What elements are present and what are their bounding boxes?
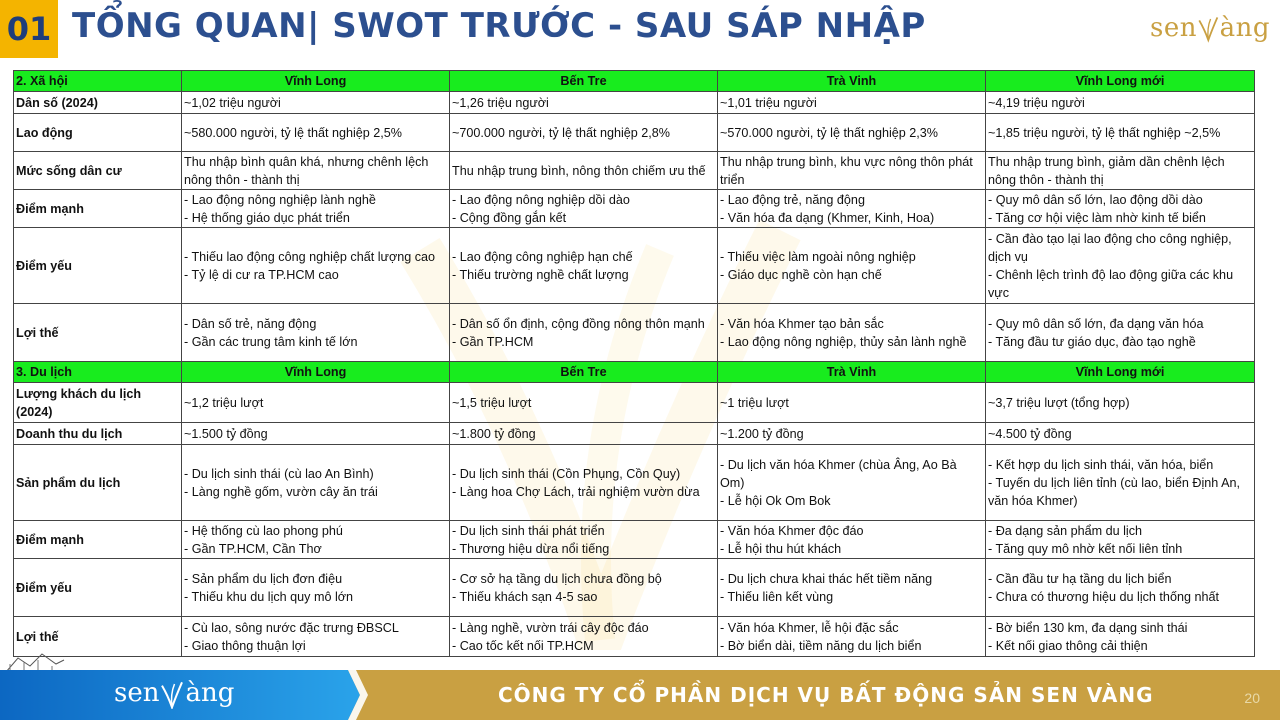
table-cell — [986, 228, 1255, 304]
row-label: Điểm mạnh — [14, 190, 182, 228]
cell-line: ~1,2 triệu lượt — [184, 395, 264, 410]
table-cell — [450, 190, 718, 228]
table-row — [14, 383, 1255, 423]
table-row — [14, 617, 1255, 657]
table-cell — [718, 423, 986, 445]
table-cell — [450, 383, 718, 423]
row-label: Lượng khách du lịch (2024) — [14, 383, 182, 423]
table-cell — [182, 445, 450, 521]
cell-line: - Kết nối giao thông cải thiện — [988, 638, 1148, 653]
table-row — [14, 92, 1255, 114]
table-cell — [718, 114, 986, 152]
table-cell — [450, 152, 718, 190]
cell-line: - Lao động nông nghiệp, thủy sản lành nghề — [720, 334, 967, 349]
cell-line: - Thiếu liên kết vùng — [720, 589, 834, 604]
cell-line: - Tuyến du lịch liên tỉnh (cù lao, biển Định An, văn hóa Khmer) — [988, 475, 1241, 508]
page-title: TỔNG QUAN| SWOT TRƯỚC - SAU SÁP NHẬP — [72, 6, 926, 46]
column-header: Bến Tre — [450, 362, 718, 383]
cell-line: - Thiếu việc làm ngoài nông nghiệp — [720, 249, 916, 264]
cell-line: - Lao động công nghiệp hạn chế — [452, 249, 633, 264]
table-cell — [182, 423, 450, 445]
cell-line: - Cù lao, sông nước đặc trưng ĐBSCL — [184, 620, 399, 635]
table-cell — [182, 617, 450, 657]
lotus-v-icon — [1197, 10, 1220, 46]
cell-line: ~1,02 triệu người — [184, 95, 281, 110]
cell-line: - Đa dạng sản phẩm du lịch — [988, 523, 1143, 538]
table-cell — [182, 114, 450, 152]
section-title: 2. Xã hội — [14, 71, 182, 92]
table-cell — [182, 152, 450, 190]
cell-line: - Giáo dục nghề còn hạn chế — [720, 267, 882, 282]
row-label: Lợi thế — [14, 304, 182, 362]
section-number: 01 — [6, 10, 52, 48]
cell-line: - Tăng cơ hội việc làm nhờ kinh tế biển — [988, 210, 1206, 225]
column-header: Bến Tre — [450, 71, 718, 92]
logo-text-left: sen — [1150, 13, 1197, 43]
cell-line: - Văn hóa Khmer, lễ hội đặc sắc — [720, 620, 899, 635]
cell-line: - Dân số ổn định, cộng đồng nông thôn mạnh — [452, 316, 705, 331]
cell-line: - Hệ thống cù lao phong phú — [184, 523, 343, 538]
cell-line: - Thiếu trường nghề chất lượng — [452, 267, 629, 282]
table-cell — [182, 92, 450, 114]
cell-line: - Thiếu khách sạn 4-5 sao — [452, 589, 598, 604]
table-cell — [718, 445, 986, 521]
table-cell — [450, 228, 718, 304]
logo-text-right: àng — [1219, 13, 1270, 43]
table-row — [14, 445, 1255, 521]
cell-line: ~1 triệu lượt — [720, 395, 789, 410]
cell-line: - Cao tốc kết nối TP.HCM — [452, 638, 594, 653]
cell-line: ~3,7 triệu lượt (tổng hợp) — [988, 395, 1130, 410]
table-cell — [986, 190, 1255, 228]
cell-line: ~4.500 tỷ đồng — [988, 426, 1072, 441]
cell-line: - Thiếu khu du lịch quy mô lớn — [184, 589, 354, 604]
table-cell — [718, 92, 986, 114]
cell-line: - Lễ hội Ok Om Bok — [720, 493, 831, 508]
cell-line: - Thiếu lao động công nghiệp chất lượng cao — [184, 249, 436, 264]
table-cell — [986, 559, 1255, 617]
cell-line: - Gần TP.HCM, Cần Thơ — [184, 541, 322, 556]
table-cell — [986, 92, 1255, 114]
cell-line: - Làng nghề, vườn trái cây độc đáo — [452, 620, 649, 635]
table-row — [14, 423, 1255, 445]
table-cell — [986, 304, 1255, 362]
table-row — [14, 190, 1255, 228]
table-cell — [182, 228, 450, 304]
company-name: CÔNG TY CỔ PHẦN DỊCH VỤ BẤT ĐỘNG SẢN SEN VÀNG — [498, 683, 1154, 707]
column-header: Trà Vinh — [718, 362, 986, 383]
table-cell — [450, 617, 718, 657]
section-number-badge — [0, 0, 58, 58]
table-row — [14, 114, 1255, 152]
cell-line: ~4,19 triệu người — [988, 95, 1085, 110]
cell-line: - Bờ biển 130 km, đa dạng sinh thái — [988, 620, 1188, 635]
table-cell — [986, 383, 1255, 423]
table-cell — [986, 445, 1255, 521]
row-label: Lợi thế — [14, 617, 182, 657]
table-cell — [182, 521, 450, 559]
table-cell — [182, 304, 450, 362]
table-cell — [718, 190, 986, 228]
cell-line: - Cần đào tạo lại lao động cho công nghiệp, dịch vụ — [988, 231, 1232, 264]
cell-line: - Thương hiệu dừa nổi tiếng — [452, 541, 610, 556]
cell-line: - Quy mô dân số lớn, lao động dồi dào — [988, 192, 1203, 207]
table-cell — [718, 559, 986, 617]
table-cell — [986, 152, 1255, 190]
table-cell — [450, 114, 718, 152]
sen-vang-logo — [1150, 6, 1270, 50]
table-cell — [718, 383, 986, 423]
row-label: Mức sống dân cư — [14, 152, 182, 190]
cell-line: ~580.000 người, tỷ lệ thất nghiệp 2,5% — [184, 125, 402, 140]
cell-line: - Du lịch sinh thái phát triển — [452, 523, 605, 538]
table-cell — [182, 383, 450, 423]
cell-line: ~1.500 tỷ đồng — [184, 426, 268, 441]
cell-line: - Văn hóa Khmer độc đáo — [720, 523, 864, 538]
cell-line: - Làng nghề gốm, vườn cây ăn trái — [184, 484, 378, 499]
footer-logo — [114, 678, 234, 709]
cell-line: - Làng hoa Chợ Lách, trải nghiệm vườn dừa — [452, 484, 700, 499]
cell-line: - Hệ thống giáo dục phát triển — [184, 210, 350, 225]
section-header-row — [14, 362, 1255, 383]
cell-line: - Cộng đồng gắn kết — [452, 210, 567, 225]
cell-line: - Bờ biển dài, tiềm năng du lịch biển — [720, 638, 922, 653]
cell-line: - Du lịch sinh thái (Cồn Phụng, Cồn Quy) — [452, 466, 681, 481]
table-row — [14, 559, 1255, 617]
cell-line: - Du lịch sinh thái (cù lao An Bình) — [184, 466, 374, 481]
cell-line: - Lễ hội thu hút khách — [720, 541, 842, 556]
cell-line: - Sản phẩm du lịch đơn điệu — [184, 571, 343, 586]
cell-line: Thu nhập trung bình, giảm dần chênh lệch nông thôn - thành thị — [988, 154, 1225, 187]
column-header: Vĩnh Long mới — [986, 362, 1255, 383]
cell-line: - Văn hóa đa dạng (Khmer, Kinh, Hoa) — [720, 210, 935, 225]
table-cell — [182, 190, 450, 228]
row-label: Điểm yếu — [14, 228, 182, 304]
cell-line: - Gần TP.HCM — [452, 334, 534, 349]
row-label: Lao động — [14, 114, 182, 152]
cell-line: ~570.000 người, tỷ lệ thất nghiệp 2,3% — [720, 125, 938, 140]
row-label: Điểm mạnh — [14, 521, 182, 559]
table-cell — [986, 114, 1255, 152]
cell-line: - Lao động nông nghiệp lành nghề — [184, 192, 376, 207]
column-header: Vĩnh Long mới — [986, 71, 1255, 92]
table-cell — [450, 559, 718, 617]
column-header: Vĩnh Long — [182, 362, 450, 383]
slide-header — [0, 0, 1280, 62]
footer-logo-left: sen — [114, 678, 160, 708]
footer-logo-right: àng — [185, 678, 235, 708]
table-row — [14, 152, 1255, 190]
table-cell — [986, 423, 1255, 445]
table-row — [14, 228, 1255, 304]
cell-line: - Chưa có thương hiệu du lịch thống nhất — [988, 589, 1219, 604]
table-row — [14, 521, 1255, 559]
table-cell — [182, 559, 450, 617]
cell-line: - Cần đầu tư hạ tầng du lịch biển — [988, 571, 1172, 586]
table-cell — [450, 521, 718, 559]
cell-line: ~1,26 triệu người — [452, 95, 549, 110]
section-title: 3. Du lịch — [14, 362, 182, 383]
cell-line: - Văn hóa Khmer tạo bản sắc — [720, 316, 884, 331]
cell-line: - Cơ sở hạ tầng du lịch chưa đồng bộ — [452, 571, 662, 586]
cell-line: ~700.000 người, tỷ lệ thất nghiệp 2,8% — [452, 125, 670, 140]
row-label: Sản phẩm du lịch — [14, 445, 182, 521]
footer-lotus-v-icon — [159, 679, 185, 709]
cell-line: Thu nhập trung bình, nông thôn chiếm ưu thế — [452, 163, 706, 178]
row-label: Doanh thu du lịch — [14, 423, 182, 445]
cell-line: ~1,01 triệu người — [720, 95, 817, 110]
column-header: Trà Vinh — [718, 71, 986, 92]
cell-line: - Du lịch văn hóa Khmer (chùa Âng, Ao Bà Om) — [720, 457, 957, 490]
cell-line: Thu nhập trung bình, khu vực nông thôn phát triển — [720, 154, 973, 187]
swot-table — [13, 70, 1255, 657]
cell-line: - Giao thông thuận lợi — [184, 638, 306, 653]
cell-line: - Tăng đầu tư giáo dục, đào tạo nghề — [988, 334, 1196, 349]
table-cell — [986, 617, 1255, 657]
cell-line: - Dân số trẻ, năng động — [184, 316, 317, 331]
cell-line: - Chênh lệch trình độ lao động giữa các khu vực — [988, 267, 1234, 300]
cell-line: Thu nhập bình quân khá, nhưng chênh lệch nông thôn - thành thị — [184, 154, 429, 187]
table-cell — [450, 445, 718, 521]
table-cell — [718, 304, 986, 362]
table-cell — [718, 228, 986, 304]
section-header-row — [14, 71, 1255, 92]
cell-line: - Du lịch chưa khai thác hết tiềm năng — [720, 571, 933, 586]
cell-line: - Lao động trẻ, năng động — [720, 192, 865, 207]
cell-line: ~1,5 triệu lượt — [452, 395, 532, 410]
cell-line: - Tăng quy mô nhờ kết nối liên tỉnh — [988, 541, 1183, 556]
table-row — [14, 304, 1255, 362]
table-cell — [718, 152, 986, 190]
row-label: Dân số (2024) — [14, 92, 182, 114]
cell-line: - Lao động nông nghiệp dồi dào — [452, 192, 630, 207]
cell-line: - Gần các trung tâm kinh tế lớn — [184, 334, 358, 349]
column-header: Vĩnh Long — [182, 71, 450, 92]
cell-line: - Tỷ lệ di cư ra TP.HCM cao — [184, 267, 339, 282]
table-cell — [450, 304, 718, 362]
cell-line: - Kết hợp du lịch sinh thái, văn hóa, biển — [988, 457, 1214, 472]
table-cell — [718, 617, 986, 657]
table-cell — [986, 521, 1255, 559]
slide-footer — [0, 670, 1280, 720]
cell-line: - Quy mô dân số lớn, đa dạng văn hóa — [988, 316, 1204, 331]
table-cell — [450, 423, 718, 445]
table-cell — [450, 92, 718, 114]
cell-line: ~1,85 triệu người, tỷ lệ thất nghiệp ~2,5% — [988, 125, 1221, 140]
page-number: 20 — [1244, 690, 1260, 706]
row-label: Điểm yếu — [14, 559, 182, 617]
cell-line: ~1.200 tỷ đồng — [720, 426, 804, 441]
cell-line: ~1.800 tỷ đồng — [452, 426, 536, 441]
table-cell — [718, 521, 986, 559]
